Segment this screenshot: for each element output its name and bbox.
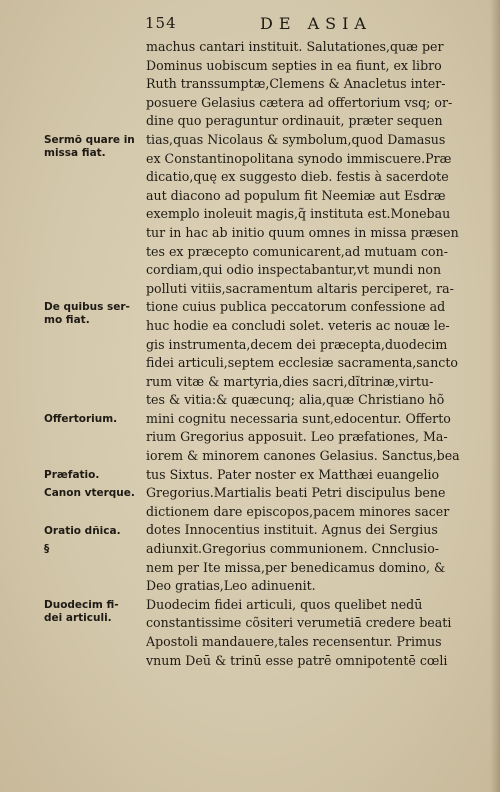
text-line: ex Constantinopolitana synodo immiscuere.Præ [146,150,452,166]
page-edge-shadow [490,0,500,792]
page-number: 154 [145,14,177,32]
text-line: adiunxit.Gregorius communionem. Cnnclusio- [146,541,440,557]
text-line: nem per Ite missa,per benedicamus domino, & [146,559,446,575]
margin-note [44,134,142,160]
margin-note-line: De quibus ser- [44,301,130,314]
text-line: vnum Deū & trinū esse patrē omnipotentē cœli [146,652,448,668]
margin-note-line: § [44,543,50,556]
text-line: dine quo peraguntur ordinauit, præter sequen [146,113,443,129]
text-line: huc hodie ea concludi solet. veteris ac nouæ le- [146,317,450,333]
running-title: DE ASIA [260,14,372,33]
text-line: fidei articuli,septem ecclesiæ sacramenta,sancto [146,355,459,371]
text-line: machus cantari instituit. Salutationes,quæ per [146,39,444,54]
text-line: aut diacono ad populum fit Neemiæ aut Esdræ [146,187,446,203]
text-line: tias,quas Nicolaus & symbolum,quod Damasus [146,131,446,147]
margin-note [44,301,142,327]
margin-note [44,543,142,556]
margin-note [44,469,142,482]
text-line: exemplo inoleuit magis,q̃ instituta est.Monebau [146,206,451,222]
text-line: Duodecim fidei articuli, quos quelibet nedū [146,596,423,612]
margin-note [44,413,142,426]
text-line: dotes Innocentius instituit. Agnus dei Sergius [146,522,438,538]
text-line: Ruth transsumptæ,Clemens & Anacletus inter- [146,76,446,92]
text-line: tus Sixtus. Pater noster ex Matthæi euangelio [146,466,440,482]
text-line: dictionem dare episcopos,pacem minores sacer [146,503,450,519]
text-line: rum vitæ & martyria,dies sacri,dĩtrinæ,virtu- [146,373,434,389]
margin-note [44,525,142,538]
text-line: Apostoli mandauere,tales recensentur. Primus [146,634,442,649]
margin-note-line: missa fiat. [44,147,106,159]
margin-note-line: Sermõ quare in [44,134,135,146]
text-line: Deo gratias,Leo adinuenit. [146,578,316,594]
body-text [146,38,480,670]
text-line: tur in hac ab initio quum omnes in missa præsen [146,224,459,240]
page-header [145,14,445,34]
text-line: Gregorius.Martialis beati Petri discipulus bene [146,485,446,501]
margin-note-line: Præfatio. [44,468,100,481]
margin-note-line: mo fiat. [44,314,90,327]
margin-note-line: Canon vterque. [44,487,135,500]
text-line: cordiam,qui odio inspectabantur,vt mundi non [146,262,442,278]
margin-note-line: Oratio dñica. [44,524,121,537]
text-line: mini cognitu necessaria sunt,edocentur. Offerto [146,410,451,426]
margin-note-line: Duodecim fi- [44,599,119,611]
text-line: polluti vitiis,sacramentum altaris perciperet, ra- [146,280,454,296]
text-line: rium Gregorius apposuit. Leo præfationes, Ma- [146,429,448,445]
margin-note [44,599,142,625]
text-line: tes & vitia:& quæcunq; alia,quæ Christiano hõ [146,392,445,408]
text-line: dicatio,quę ex suggesto dieb. festis à sacerdote [146,169,449,185]
text-line: Dominus uobiscum septies in ea fiunt, ex libro [146,57,442,73]
text-line: tione cuius publica peccatorum confessione ad [146,299,446,315]
text-line: iorem & minorem canones Gelasius. Sanctus,bea [146,448,460,464]
text-line: posuere Gelasius cætera ad offertorium vsq; or- [146,94,453,110]
margin-note-line: dei articuli. [44,612,112,624]
text-line: constantissime cõsiteri verumetiā credere beati [146,615,452,631]
text-line: gis instrumenta,decem dei præcepta,duodecim [146,336,448,352]
margin-note-line: Offertorium. [44,413,118,425]
margin-note [44,487,142,500]
text-line: tes ex præcepto comunicarent,ad mutuam con- [146,243,448,259]
